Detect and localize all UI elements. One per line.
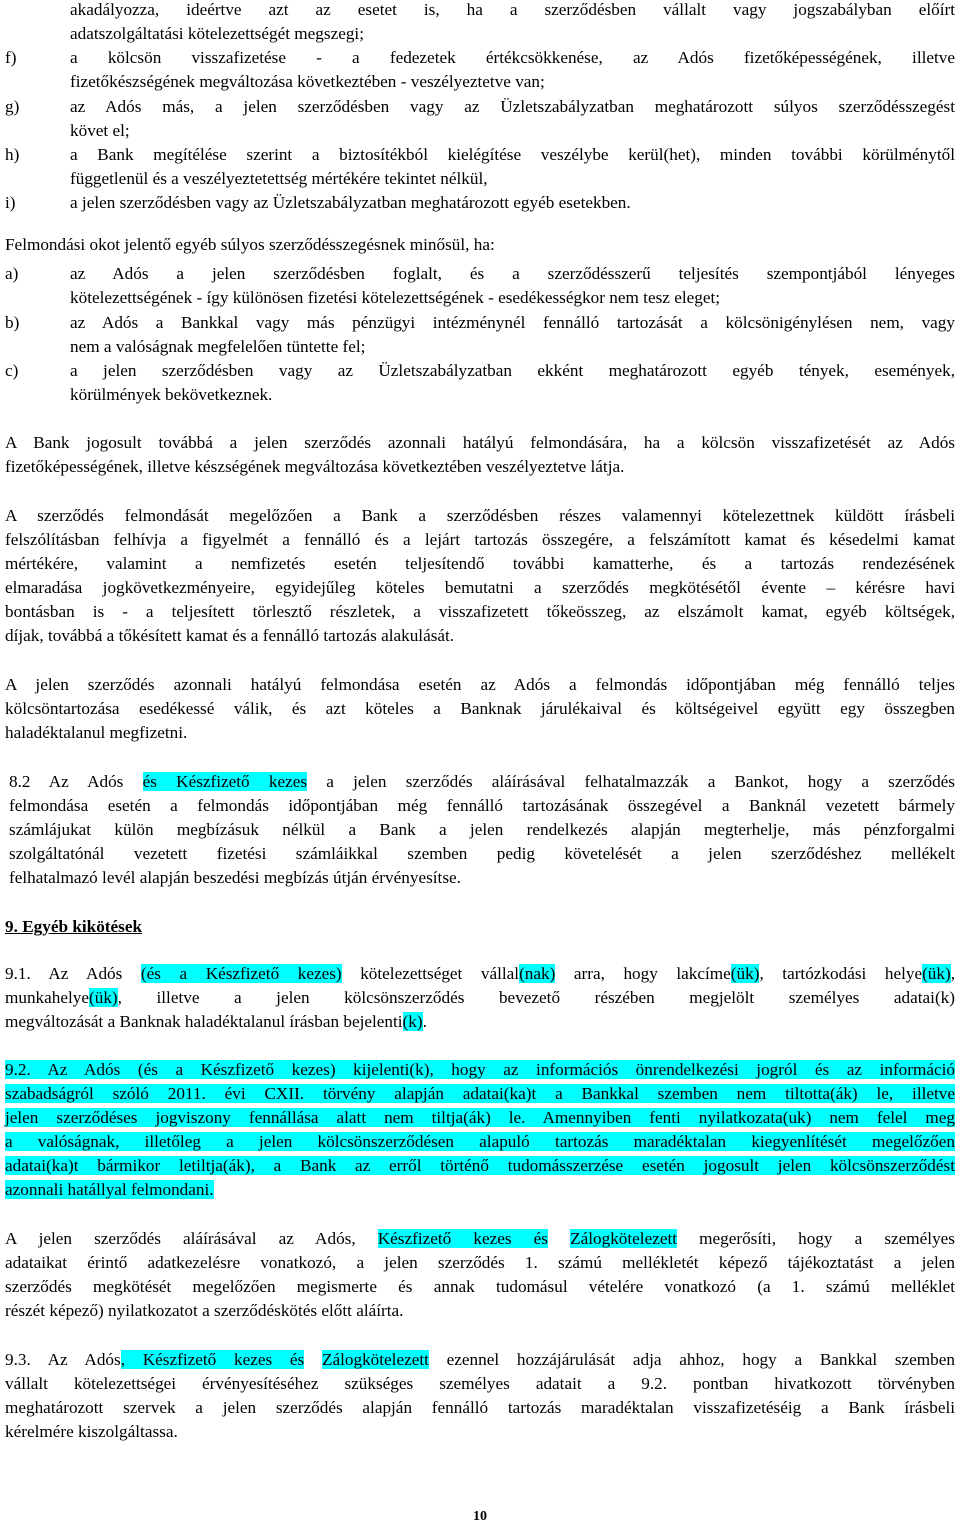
paragraph-line: felhatalmazó levél alapján beszedési megbízás útján érvényesítse.	[9, 868, 461, 887]
text-run: , tartózkodási helye	[759, 964, 923, 983]
paragraph-line: díjak, továbbá a tőkésített kamat és a fennálló tartozás alakulását.	[5, 626, 455, 645]
highlighted-text: , Készfizető kezes és	[120, 1350, 305, 1369]
paragraph-line	[5, 986, 955, 1010]
list-label-i: i)	[5, 193, 16, 212]
text-run: 9.1. Az Adós	[5, 964, 141, 983]
highlighted-text: Készfizető kezes és	[377, 1229, 548, 1248]
list-item-f: fizetőkészségének megváltozása következtében - veszélyeztetve van;	[70, 72, 545, 91]
highlighted-text: 9.2. Az Adós (és a Készfizető kezes) kijelenti(k), hogy az információs önrendelkezési jogról és az információ	[5, 1060, 955, 1079]
paragraph-line: adataikat érintő adatkezelésre vonatkozó, a jelen szerződés 1. számú mellékletét képező tájékoztatást a jelen	[5, 1253, 955, 1272]
list-item-c: a jelen szerződésben vagy az Üzletszabályzatban ekként meghatározott egyéb tények, események,	[70, 361, 955, 380]
paragraph-line: A Bank jogosult továbbá a jelen szerződés azonnali hatályú felmondására, ha a kölcsön visszafizetését az Adós	[5, 433, 955, 452]
paragraph-line: kérelmére kiszolgáltassa.	[5, 1422, 178, 1441]
text-run: munkahelye	[5, 988, 89, 1007]
paragraph-line: szerződés megkötését megelőzően megismerte és annak tudomásul vételére vonatkozó (a 1. számú melléklet	[5, 1277, 955, 1296]
highlighted-text: (ük)	[89, 988, 118, 1007]
list-item-g: követ el;	[70, 121, 130, 140]
list-label-b: b)	[5, 313, 20, 332]
text-run: arra, hogy lakcíme	[555, 964, 731, 983]
paragraph-line	[5, 1010, 427, 1034]
paragraph-intro: Felmondási okot jelentő egyéb súlyos szerződésszegésnek minősül, ha:	[5, 235, 495, 254]
highlighted-text: (ük)	[730, 964, 760, 983]
highlighted-paragraph-line	[5, 1106, 955, 1130]
paragraph-line: bontásban is - a teljesített törlesztő részletek, a visszafizetett tőkeösszeg, az elszámolt kamat, egyéb költségek,	[5, 602, 955, 621]
paragraph-line: mértékére, valamint a nemfizetés esetén teljesítendő további kamatterhe, és a tartozás rendezésének	[5, 554, 955, 573]
paragraph-line: részét képező) nyilatkozatot a szerződéskötés előtt aláírta.	[5, 1301, 404, 1320]
text-run: 9.3. Az Adós	[5, 1350, 121, 1369]
text-run: a jelen szerződés aláírásával felhatalmazzák a Bankot, hogy a szerződés	[307, 772, 955, 791]
list-label-h: h)	[5, 145, 20, 164]
paragraph-line: számlájukat külön megbízásuk nélkül a Bank a jelen rendelkezés alapján megterhelje, más pénzforgalmi	[9, 820, 955, 839]
list-item-b: az Adós a Bankkal vagy más pénzügyi intézménynél fennálló tartozását a kölcsönigénylésen nem, vagy	[70, 313, 955, 332]
paragraph-line: szolgáltatónál vezetett fizetési számláikkal szemben pedig követelését a jelen szerződéshez mellékelt	[9, 844, 955, 863]
highlighted-text: (k)	[402, 1012, 423, 1031]
highlighted-text: jelen szerződéses jogviszony fennállása alatt nem tiltja(ák) le. Amennyiben fenti nyilatkozata(uk) nem felel meg	[5, 1108, 955, 1127]
section-heading: 9. Egyéb kikötések	[5, 917, 143, 936]
highlighted-text: (nak)	[519, 964, 556, 983]
text-run: 8.2 Az Adós	[9, 772, 143, 791]
list-label-c: c)	[5, 361, 19, 380]
list-item-continuation: akadályozza, ideértve azt az esetet is, ha a szerződésben vállalt vagy jogszabályban előírt	[70, 0, 955, 19]
paragraph-line: meghatározott szervek a jelen szerződés alapján fennálló tartozás maradéktalan visszafizetéséig a Bank írásbeli	[5, 1398, 955, 1417]
highlighted-paragraph-line	[5, 1178, 214, 1202]
text-run: .	[422, 1012, 427, 1031]
list-item-i: a jelen szerződésben vagy az Üzletszabályzatban meghatározott egyéb esetekben.	[70, 193, 631, 212]
list-item-g: az Adós más, a jelen szerződésben vagy az Üzletszabályzatban meghatározott súlyos szerződésszegést	[70, 97, 955, 116]
highlighted-text: Zálogkötelezett	[570, 1229, 678, 1248]
list-item-b: nem a valóságnak megfelelően tüntette fel;	[70, 337, 366, 356]
list-item-c: körülmények bekövetkeznek.	[70, 385, 273, 404]
text-run: A jelen szerződés aláírásával az Adós,	[5, 1229, 378, 1248]
list-item-f: a kölcsön visszafizetése - a fedezetek értékcsökkenése, az Adós fizetőképességének, illetve	[70, 48, 955, 67]
paragraph-line: fizetőképességének, illetve készségének megváltozása következtében veszélyeztetve látja.	[5, 457, 625, 476]
highlighted-text: (ük)	[922, 964, 951, 983]
text-run: ,	[950, 964, 956, 983]
highlighted-text: és Készfizető kezes	[142, 772, 308, 791]
page-number: 10	[473, 1509, 487, 1524]
paragraph-line	[5, 1348, 955, 1372]
paragraph-line: felszólításban felhívja a figyelmét a fennálló és a lejárt tartozás összegére, a felszámított kamat és késedelmi kamat	[5, 530, 955, 549]
highlighted-paragraph-line	[5, 1058, 955, 1082]
list-item-continuation: adatszolgáltatási kötelezettségét megszegi;	[70, 24, 364, 43]
paragraph-line	[5, 1227, 955, 1251]
text-run: , illetve a jelen kölcsönszerződés bevezető részében megjelölt személyes adatai(k)	[117, 988, 955, 1007]
paragraph-line: kölcsöntartozása esedékessé válik, és azt köteles a Banknak járulékaival és költségeivel együtt egy összegben	[5, 699, 955, 718]
highlighted-paragraph-line	[5, 1130, 955, 1154]
highlighted-text: adatai(ka)t bármikor letiltja(ák), a Bank az erről történő tudomásszerzése esetén jogosult jelen kölcsönszerződést	[5, 1156, 955, 1175]
paragraph-line: elmaradása jogkövetkezményeire, egyidejűleg köteles bemutatni a szerződés megkötésétől évente – kérésre havi	[5, 578, 955, 597]
paragraph-line: vállalt kötelezettségei érvényesítéséhez szükséges személyes adatait a 9.2. pontban hivatkozott törvényben	[5, 1374, 955, 1393]
paragraph-line: haladéktalanul megfizetni.	[5, 723, 188, 742]
text-run: megváltozását a Banknak haladéktalanul írásban bejelenti	[5, 1012, 403, 1031]
text-run: kötelezettséget vállal	[341, 964, 520, 983]
list-item-a: az Adós a jelen szerződésben foglalt, és a szerződésszerű teljesítés szempontjából lényeges	[70, 264, 955, 283]
paragraph-line	[9, 770, 955, 794]
paragraph-line: felmondása esetén a felmondás időpontjában még fennálló tartozásának összegével a Banknál vezetett bármely	[9, 796, 955, 815]
list-item-a: kötelezettségének - így különösen fizetési kötelezettségének - esedékességkor nem tesz eleget;	[70, 288, 720, 307]
highlighted-text: szabadságról szóló 2011. évi CXII. törvény alapján adatai(ka)t a Bankkal szemben nem tiltotta(ák) le, illetve	[5, 1084, 955, 1103]
paragraph-line	[5, 962, 955, 986]
text-run	[304, 1350, 322, 1369]
list-item-h: a Bank megítélése szerint a biztosítékból kielégítése veszélybe kerül(het), minden további körülménytől	[70, 145, 955, 164]
list-label-f: f)	[5, 48, 17, 67]
list-label-g: g)	[5, 97, 20, 116]
list-label-a: a)	[5, 264, 19, 283]
highlighted-paragraph-line	[5, 1154, 955, 1178]
paragraph-line: A jelen szerződés azonnali hatályú felmondása esetén az Adós a felmondás időpontjában még fennálló teljes	[5, 675, 955, 694]
highlighted-paragraph-line	[5, 1082, 955, 1106]
text-run: megerősíti, hogy a személyes	[677, 1229, 955, 1248]
text-run: ezennel hozzájárulását adja ahhoz, hogy a Bankkal szemben	[428, 1350, 955, 1369]
highlighted-text: (és a Készfizető kezes)	[140, 964, 342, 983]
highlighted-text: a valóságnak, illetőleg a jelen kölcsönszerződésen alapuló tartozás maradéktalan kiegyenlítését megelőzően	[5, 1132, 955, 1151]
highlighted-text: azonnali hatállyal felmondani.	[5, 1180, 214, 1199]
paragraph-line: A szerződés felmondását megelőzően a Bank a szerződésben részes valamennyi kötelezettnek küldött írásbeli	[5, 506, 955, 525]
list-item-h: függetlenül és a veszélyeztetettség mértékére tekintet nélkül,	[70, 169, 488, 188]
highlighted-text: Zálogkötelezett	[321, 1350, 429, 1369]
text-run	[548, 1229, 570, 1248]
